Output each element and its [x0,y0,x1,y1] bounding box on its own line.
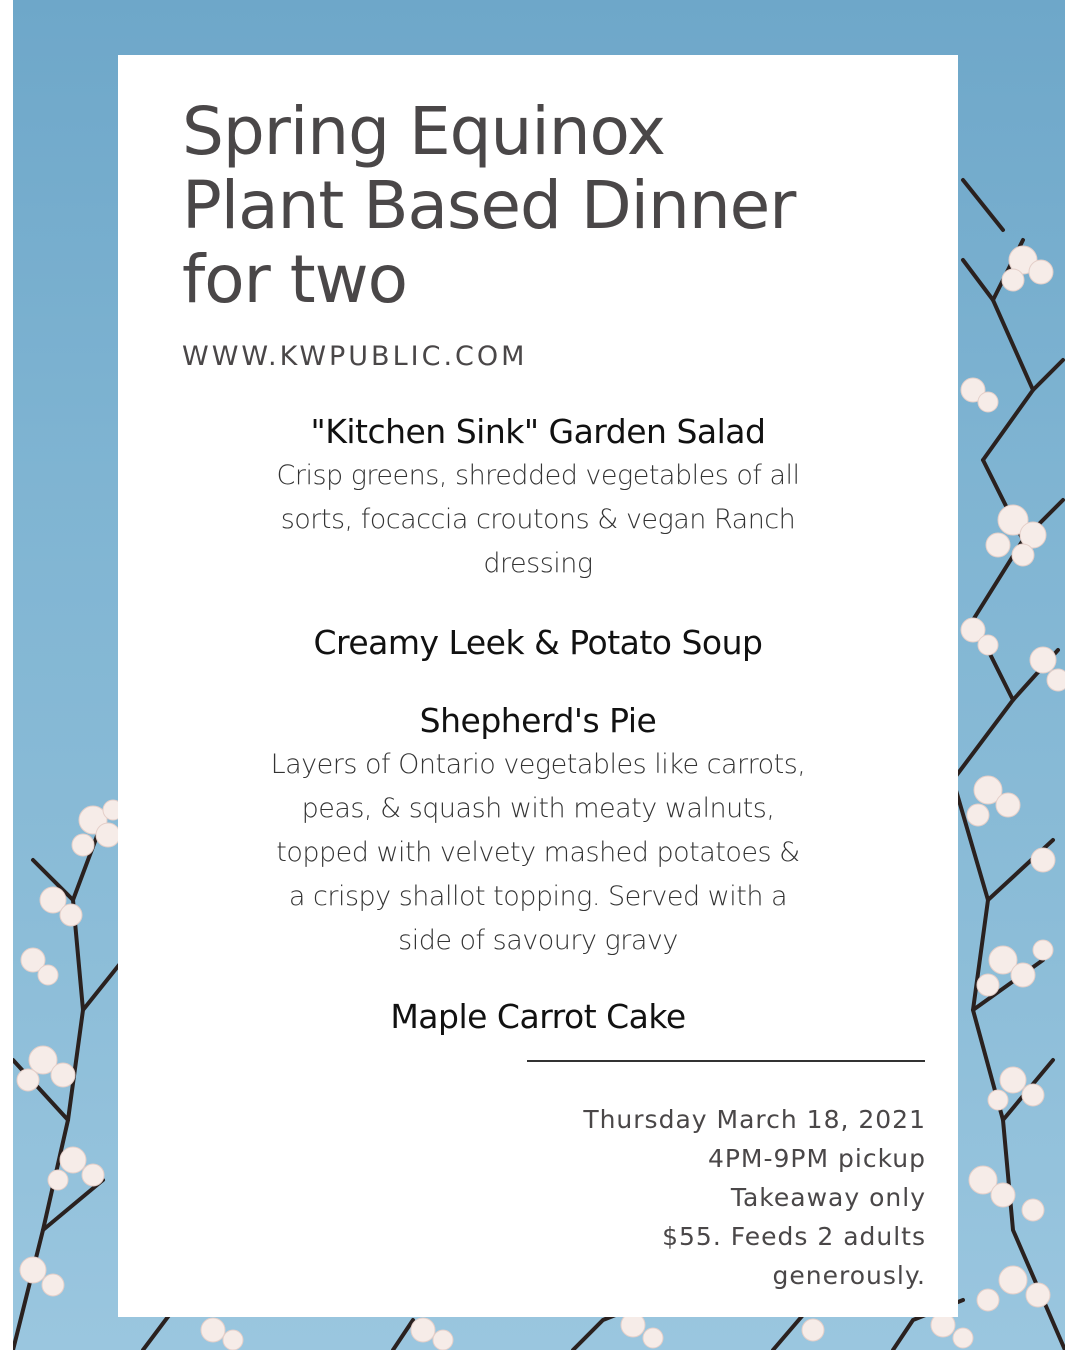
event-details [583,1100,926,1295]
menu-item [228,621,848,665]
menu-item-name: Creamy Leek & Potato Soup [313,623,763,662]
divider [527,1060,925,1062]
website-link[interactable]: WWW.KWPUBLIC.COM [182,341,528,372]
menu-item-name: "Kitchen Sink" Garden Salad [310,412,766,451]
menu-card [118,55,958,1317]
menu-item [228,699,848,963]
menu-item [228,995,848,1039]
menu-item-description-line: dressing [483,548,593,579]
event-price-cont: generously. [772,1261,926,1290]
menu-item-description-line: side of savoury gravy [398,925,678,956]
menu-item-name: Shepherd's Pie [419,701,657,740]
menu-item-description-line: peas, & squash with meaty walnuts, [301,793,775,824]
menu-item-description-line: Layers of Ontario vegetables like carrots, [270,749,806,780]
title-line: Spring Equinox [182,93,665,170]
event-mode: Takeaway only [730,1183,926,1212]
menu-item-description-line: a crispy shallot topping. Served with a [288,881,788,912]
event-time: 4PM-9PM pickup [707,1144,926,1173]
title-line: for two [182,241,407,318]
menu-item-description-line: topped with velvety mashed potatoes & [276,837,800,868]
menu-item [228,410,848,586]
event-price: $55. Feeds 2 adults [662,1222,926,1251]
menu-item-description-line: sorts, focaccia croutons & vegan Ranch [280,504,796,535]
menu-item-description-line: Crisp greens, shredded vegetables of all [276,460,800,491]
event-date: Thursday March 18, 2021 [583,1105,926,1134]
menu-item-name: Maple Carrot Cake [390,997,686,1036]
page-title [182,95,902,317]
title-line: Plant Based Dinner [182,167,796,244]
